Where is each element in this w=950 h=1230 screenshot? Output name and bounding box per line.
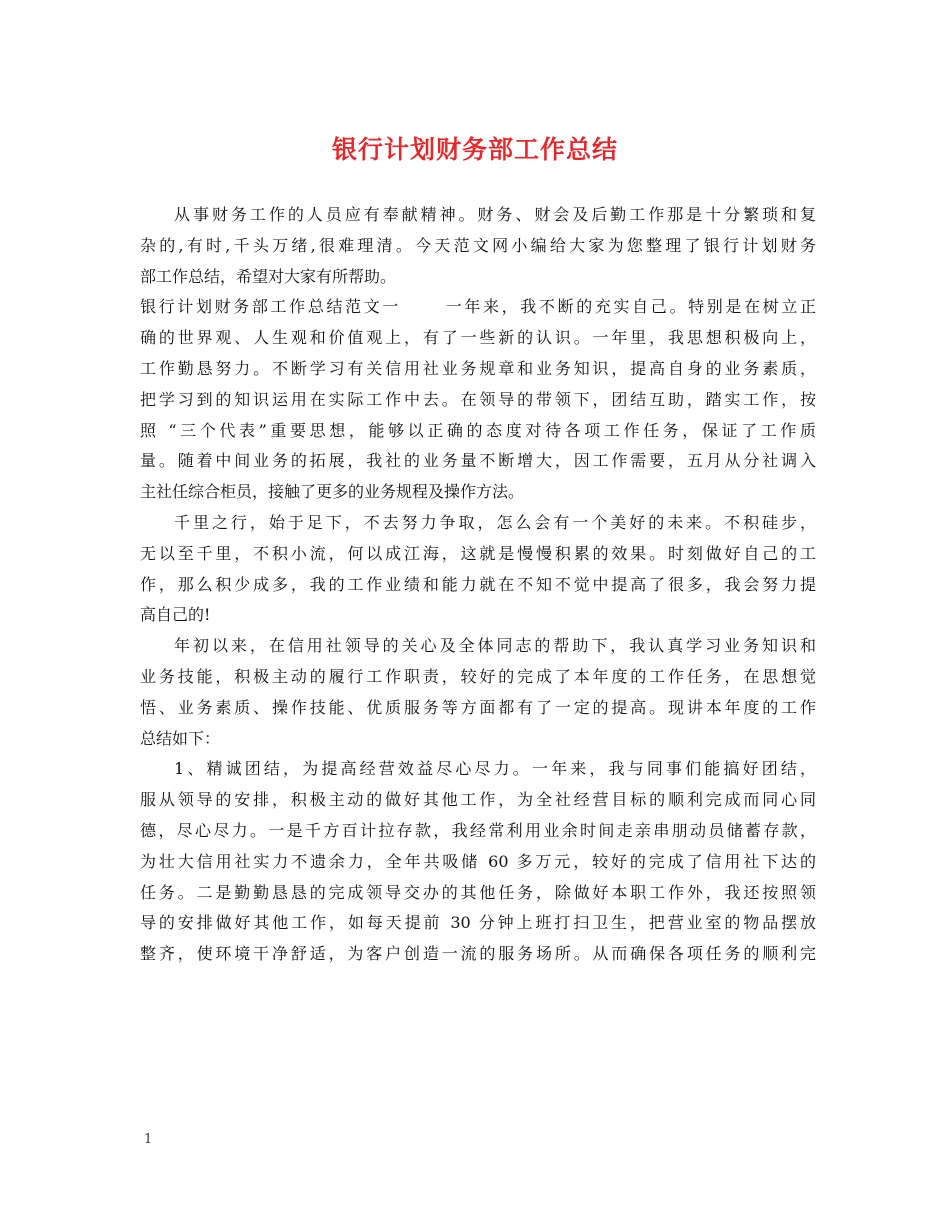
paragraph-line: 确的世界观、人生观和价值观上，有了一些新的认识。一年里，我思想积极向上， [140,328,816,348]
paragraph-line: 从事财务工作的人员应有奉献精神。财务、财会及后勤工作那是十分繁琐和复 [174,205,816,224]
paragraph-line: 整齐，使环境干净舒适，为客户创造一流的服务场所。从而确保各项任务的顺利完 [140,944,816,964]
document-title: 银行计划财务部工作总结 [331,135,618,164]
paragraph-line: 工作勤恳努力。不断学习有关信用社业务规章和业务知识，提高自身的业务素质， [140,358,816,378]
paragraph-line: 高自己的! [140,605,211,625]
section-heading: 银行计划财务部工作总结范文一 [140,297,402,317]
paragraph-line: 无以至千里，不积小流，何以成江海，这就是慢慢积累的效果。时刻做好自己的工 [140,543,816,563]
page-number: 1 [144,1132,153,1147]
paragraph-line: 为壮大信用社实力不遗余力，全年共吸储 60 多万元，较好的完成了信用社下达的 [140,851,816,871]
paragraph-line: 量。随着中间业务的拓展，我社的业务量不断增大，因工作需要，五月从分社调入 [140,451,816,471]
paragraph-line: 1、精诚团结，为提高经营效益尽心尽力。一年来，我与同事们能搞好团结， [174,759,816,779]
paragraph-line: 杂的,有时,千头万绪,很难理清。今天范文网小编给大家为您整理了银行计划财务 [140,235,816,255]
document-body [140,200,816,970]
paragraph-line: 年初以来，在信用社领导的关心及全体同志的帮助下，我认真学习业务知识和 [174,636,816,656]
paragraph-line: 照 “三个代表”重要思想，能够以正确的态度对待各项工作任务，保证了工作质 [140,420,816,440]
paragraph-line: 作，那么积少成多，我的工作业绩和能力就在不知不觉中提高了很多，我会努力提 [140,574,816,594]
paragraph-line: 主社任综合柜员，接触了更多的业务规程及操作方法。 [140,482,525,502]
paragraph-line: 总结如下： [140,728,221,748]
paragraph-line: 业务技能，积极主动的履行工作职责，较好的完成了本年度的工作任务，在思想觉 [140,666,816,686]
paragraph-line: 部工作总结，希望对大家有所帮助。 [140,266,397,286]
paragraph-line: 千里之行，始于足下，不去努力争取，怎么会有一个美好的未来。不积硅步， [174,512,816,532]
paragraph-line: 服从领导的安排，积极主动的做好其他工作，为全社经营目标的顺利完成而同心同 [140,790,816,810]
paragraph-text: 一年来，我不断的充实自己。特别是在树立正 [443,297,816,317]
paragraph-line: 把学习到的知识运用在实际工作中去。在领导的带领下，团结互助，踏实工作，按 [140,389,816,409]
paragraph-line: 悟、业务素质、操作技能、优质服务等方面都有了一定的提高。现讲本年度的工作 [140,697,816,717]
paragraph-line: 导的安排做好其他工作，如每天提前 30 分钟上班打扫卫生，把营业室的物品摆放 [140,913,816,933]
paragraph-line: 德，尽心尽力。一是千方百计拉存款，我经常利用业余时间走亲串朋动员储蓄存款， [140,820,816,840]
paragraph-line [140,292,816,323]
paragraph-line: 任务。二是勤勤恳恳的完成领导交办的其他任务，除做好本职工作外，我还按照领 [140,882,816,902]
